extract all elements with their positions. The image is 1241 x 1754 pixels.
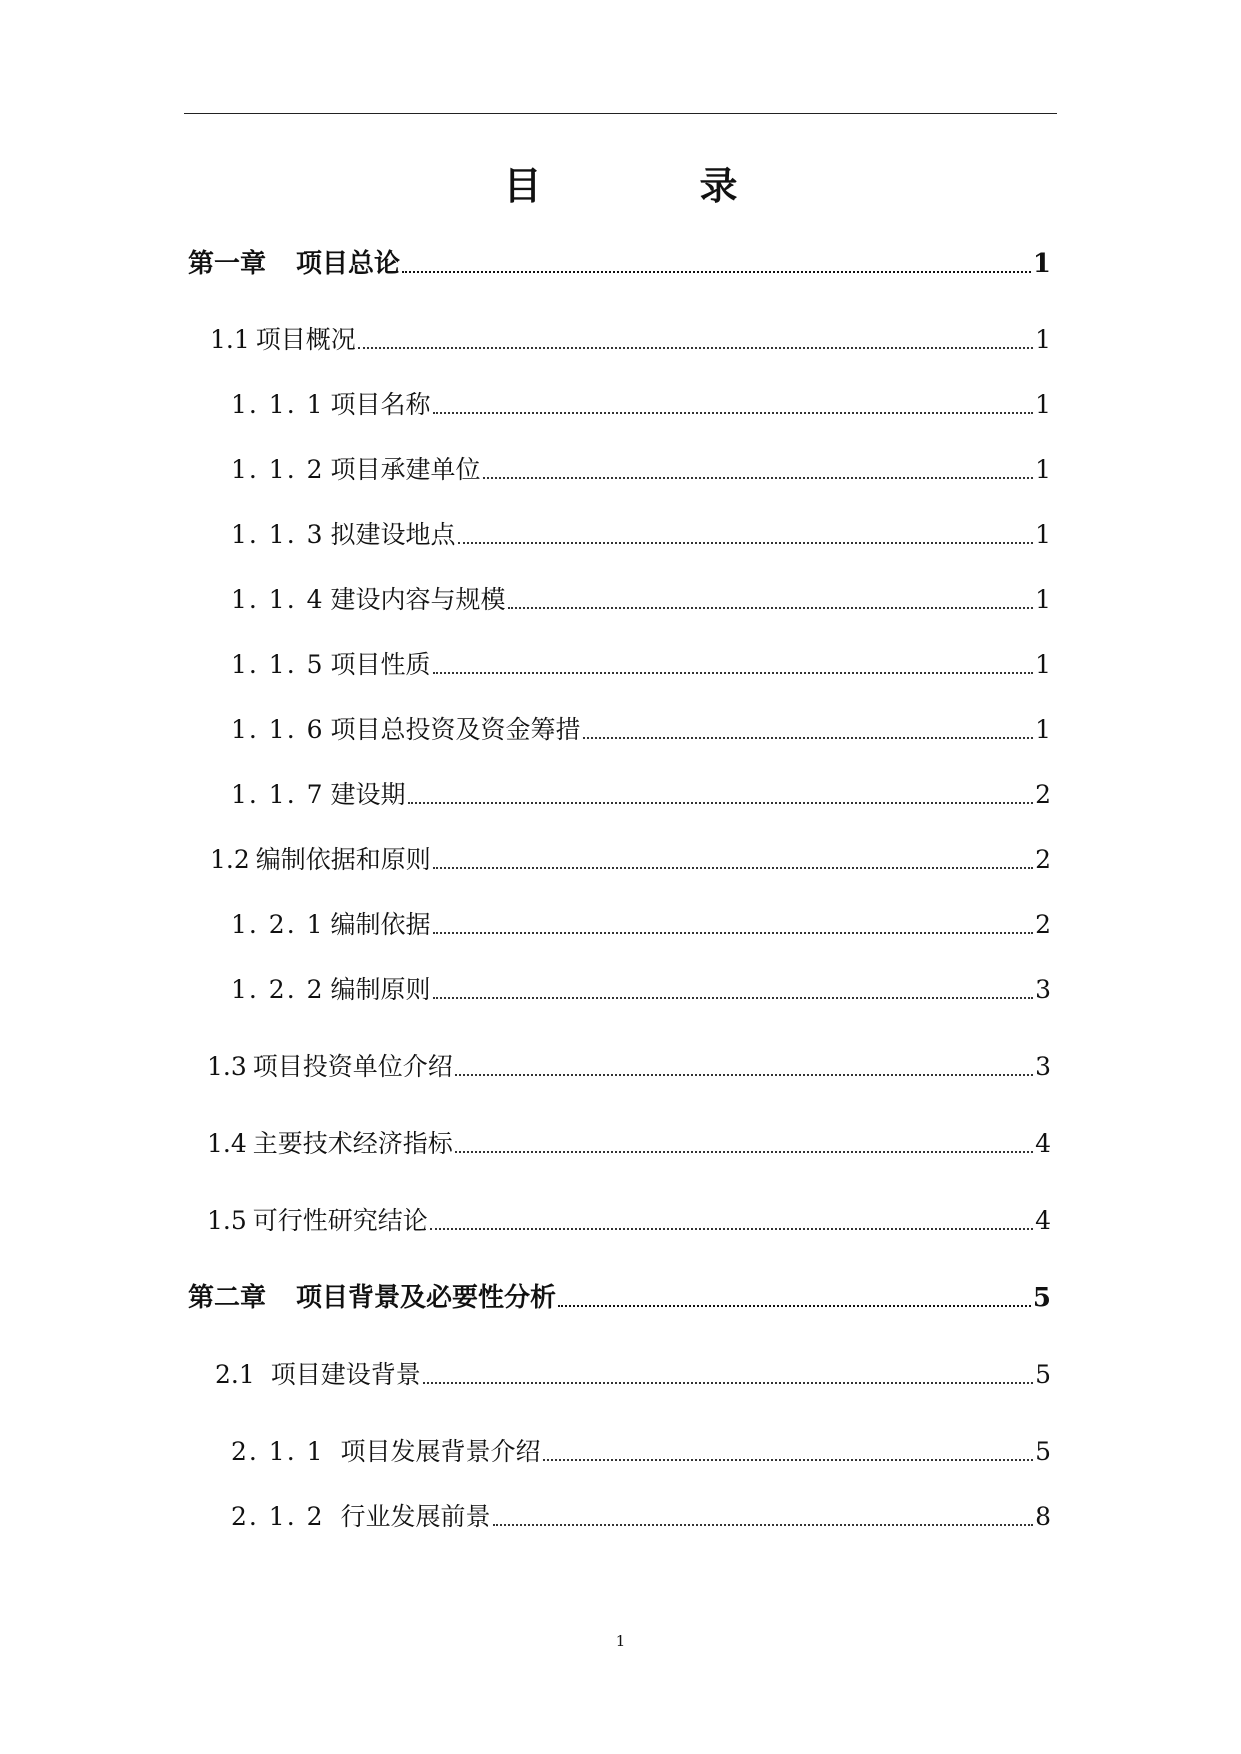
toc-entry-number: 1. 1. 3: [231, 520, 325, 549]
toc-leader-dots: [402, 271, 1031, 273]
toc-entry-page: 1: [1035, 585, 1051, 614]
toc-entry-page: 1: [1035, 455, 1051, 484]
toc-leader-dots: [433, 867, 1033, 869]
toc-leader-dots: [433, 997, 1034, 999]
toc-entry-label: 行业发展前景: [340, 1502, 491, 1531]
toc-entry-page: 2: [1035, 845, 1051, 874]
toc-entry-label: 项目概况: [255, 325, 356, 354]
toc-entry-chapter-1[interactable]: [188, 247, 1051, 281]
toc-entry-label: 项目建设背景: [270, 1360, 421, 1389]
toc-entry-number: 1. 1. 7: [231, 780, 325, 809]
toc-entry-label: 编制原则: [330, 975, 431, 1004]
toc-entry-label: 项目性质: [330, 650, 431, 679]
toc-entry-1-1-6[interactable]: [231, 713, 1051, 747]
toc-entry-2-1-2[interactable]: [231, 1500, 1051, 1534]
toc-entry-label: 项目总论: [296, 249, 401, 279]
toc-entry-1-1[interactable]: [210, 323, 1051, 357]
toc-entry-page: 4: [1035, 1206, 1051, 1235]
toc-leader-dots: [455, 1074, 1033, 1076]
toc-leader-dots: [508, 607, 1034, 609]
toc-entry-1-2-1[interactable]: [231, 908, 1051, 942]
toc-entry-page: 5: [1035, 1437, 1051, 1466]
toc-entry-number: 1. 1. 1: [231, 390, 325, 419]
toc-leader-dots: [433, 672, 1034, 674]
toc-entry-1-1-4[interactable]: [231, 583, 1051, 617]
toc-entry-1-5[interactable]: [207, 1204, 1051, 1238]
toc-entry-page: 1: [1035, 390, 1051, 419]
toc-entry-1-1-2[interactable]: [231, 453, 1051, 487]
toc-entry-1-3[interactable]: [207, 1050, 1051, 1084]
toc-entry-page: 3: [1035, 1052, 1051, 1081]
toc-entry-1-1-3[interactable]: [231, 518, 1051, 552]
toc-entry-number: 1. 1. 2: [231, 455, 325, 484]
toc-entry-number: 1.2: [210, 845, 250, 874]
toc-entry-1-1-7[interactable]: [231, 778, 1051, 812]
toc-entry-number: 2.1: [215, 1360, 255, 1389]
toc-entry-label: 拟建设地点: [330, 520, 456, 549]
toc-entry-page: 2: [1035, 910, 1051, 939]
toc-leader-dots: [408, 802, 1034, 804]
toc-leader-dots: [458, 542, 1034, 544]
toc-entry-1-2[interactable]: [210, 843, 1051, 877]
toc-entry-page: 1: [1035, 325, 1051, 354]
toc-entry-page: 1: [1035, 520, 1051, 549]
toc-entry-number: 1. 1. 4: [231, 585, 325, 614]
toc-entry-number: 1.4: [207, 1129, 247, 1158]
toc-entry-page: 2: [1035, 780, 1051, 809]
toc-leader-dots: [433, 932, 1034, 934]
toc-leader-dots: [583, 737, 1034, 739]
toc-entry-2-1[interactable]: [215, 1358, 1051, 1392]
toc-entry-label: 建设内容与规模: [330, 585, 506, 614]
toc-entry-label: 项目发展背景介绍: [340, 1437, 541, 1466]
toc-entry-label: 项目承建单位: [330, 455, 481, 484]
toc-leader-dots: [483, 477, 1034, 479]
toc-leader-dots: [455, 1151, 1033, 1153]
toc-entry-page: 3: [1035, 975, 1051, 1004]
toc-entry-label: 项目投资单位介绍: [252, 1052, 453, 1081]
toc-entry-label: 建设期: [330, 780, 406, 809]
toc-entry-page: 4: [1035, 1129, 1051, 1158]
toc-entry-page: 8: [1035, 1502, 1051, 1531]
toc-entry-label: 项目名称: [330, 390, 431, 419]
toc-leader-dots: [493, 1524, 1034, 1526]
toc-entry-label: 项目背景及必要性分析: [296, 1283, 557, 1313]
page-title: 目 录: [503, 163, 798, 208]
toc-entry-number: 2. 1. 1: [231, 1437, 325, 1466]
toc-entry-number: 2. 1. 2: [231, 1502, 325, 1531]
toc-entry-number: 1.1: [210, 325, 250, 354]
toc-entry-label: 主要技术经济指标: [252, 1129, 453, 1158]
toc-leader-dots: [430, 1228, 1033, 1230]
toc-entry-label: 编制依据和原则: [255, 845, 431, 874]
toc-entry-number: 1. 1. 6: [231, 715, 325, 744]
toc-entry-1-2-2[interactable]: [231, 973, 1051, 1007]
toc-entry-page: 5: [1032, 1283, 1051, 1313]
toc-entry-number: 第二章: [188, 1283, 267, 1313]
toc-entry-page: 1: [1035, 650, 1051, 679]
toc-leader-dots: [543, 1459, 1034, 1461]
toc-leader-dots: [558, 1305, 1031, 1307]
toc-entry-label: 可行性研究结论: [252, 1206, 428, 1235]
toc-entry-2-1-1[interactable]: [231, 1435, 1051, 1469]
toc-entry-number: 第一章: [188, 249, 267, 279]
toc-entry-label: 项目总投资及资金筹措: [330, 715, 581, 744]
toc-leader-dots: [433, 412, 1034, 414]
toc-entry-page: 1: [1035, 715, 1051, 744]
toc-leader-dots: [423, 1382, 1033, 1384]
toc-entry-number: 1. 2. 1: [231, 910, 325, 939]
toc-entry-1-4[interactable]: [207, 1127, 1051, 1161]
toc-entry-1-1-1[interactable]: [231, 388, 1051, 422]
toc-entry-chapter-2[interactable]: [188, 1281, 1051, 1315]
toc-entry-1-1-5[interactable]: [231, 648, 1051, 682]
toc-leader-dots: [358, 347, 1033, 349]
page-number: 1: [615, 1632, 626, 1650]
toc-entry-number: 1. 2. 2: [231, 975, 325, 1004]
toc-entry-number: 1.3: [207, 1052, 247, 1081]
toc-entry-page: 5: [1035, 1360, 1051, 1389]
toc-entry-number: 1.5: [207, 1206, 247, 1235]
toc-entry-page: 1: [1032, 249, 1051, 279]
toc-entry-number: 1. 1. 5: [231, 650, 325, 679]
toc-entry-label: 编制依据: [330, 910, 431, 939]
